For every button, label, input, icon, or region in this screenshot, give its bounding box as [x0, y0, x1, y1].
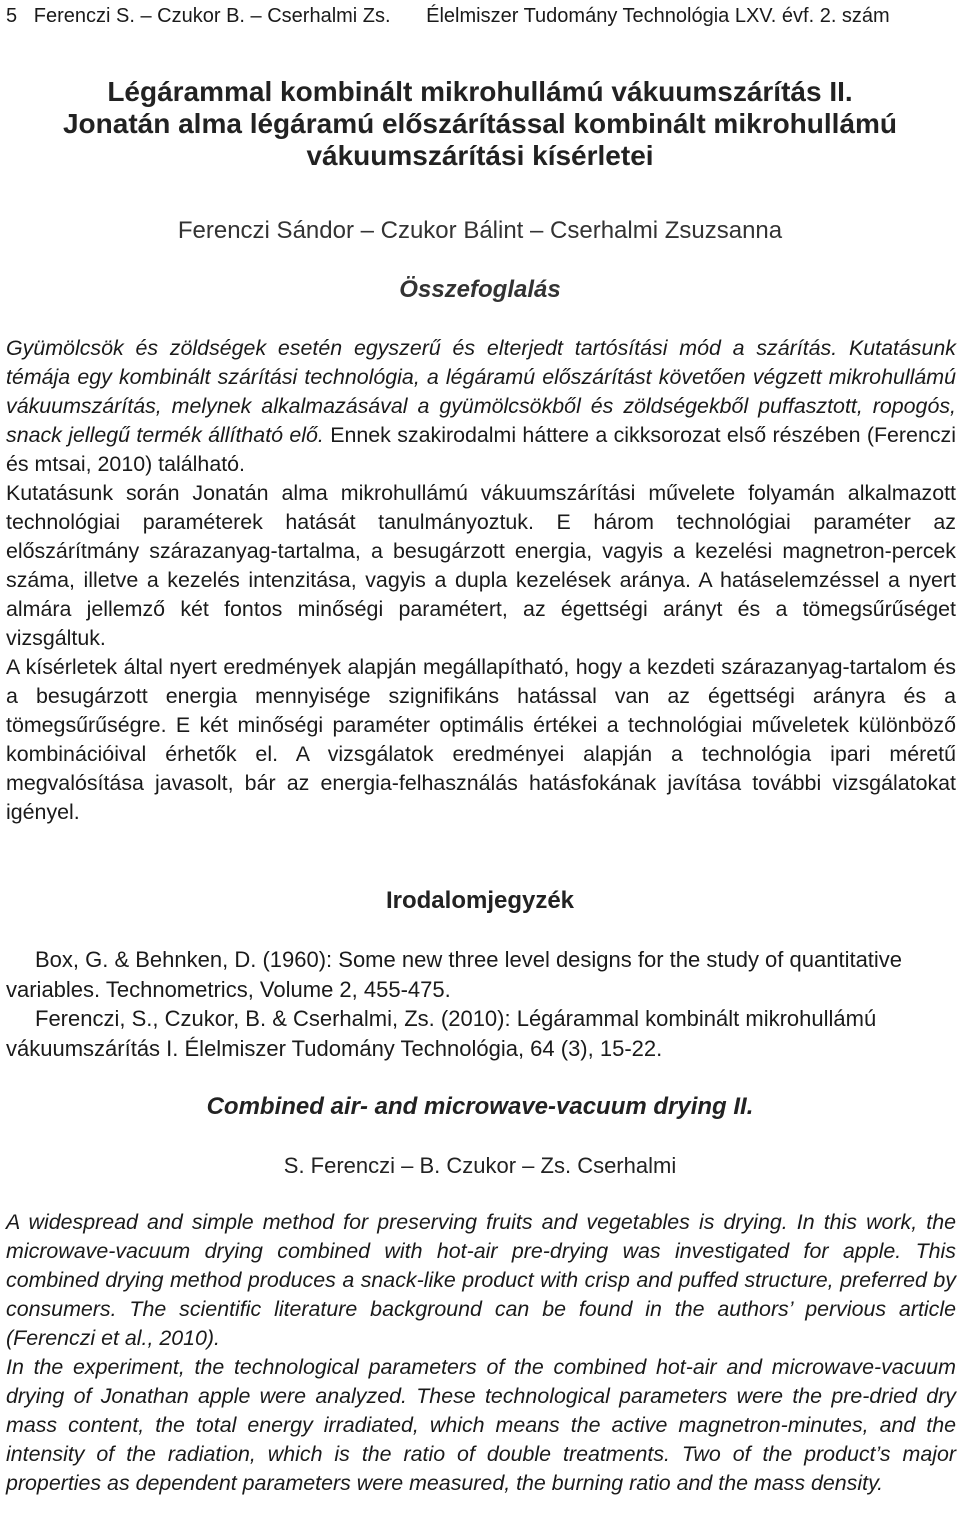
english-title: Combined air- and microwave-vacuum drying II.: [206, 1093, 754, 1120]
reference-item: [6, 1004, 956, 1063]
header-journal: Élelmiszer Tudomány Technológia LXV. évf. 2. szám: [426, 5, 890, 27]
reference-details: (1960): Some new three level designs for the study of quantitative variables. Technometrics, Volume 2, 455-475.: [6, 947, 903, 1002]
summary-paragraph-1-italic: Gyümölcsök és zöldségek esetén egyszerű és elterjedt tartósítási mód a szárítás. Kutatásunk témája egy kombinált szárítási technológia, a légáramú előszárítást követően végzett mikrohullámú vákuumszárítás, melynek alkalmazásával a gyümölcsökből és zöldségekből puffasztott, ropogós, snack jellegű termék állítható elő.: [6, 336, 956, 447]
running-header: [6, 3, 890, 29]
reference-details: (2010): Légárammal kombinált mikrohullámú vákuumszárítás I. Élelmiszer Tudomány Technológia, 64 (3), 15-22.: [6, 1006, 877, 1061]
english-paragraph-2: In the experiment, the technological parameters of the combined hot-air and microwave-vacuum drying of Jonathan apple were analyzed. These technological parameters were the pre-dried dry mass content, the total energy irradiated, which means the active magnetron-minutes, and the intensity of the radiation, which is the ratio of double treatments. Two of the product’s major properties as dependent parameters were measured, the burning ratio and the mass density.: [6, 1355, 956, 1495]
summary-paragraph-2: Kutatásunk során Jonatán alma mikrohullámú vákuumszárítási művelete folyamán alkalmazott technológiai paraméterek hatását tanulmányoztuk. E három technológiai paraméter az előszárítmány szárazanyag-tartalma, a besugárzott energia, vagyis a kezelési magnetron-percek száma, illetve a kezelés intenzitása, vagyis a dupla kezelések aránya. A hatáselemzéssel a nyert almára jellemző két fontos minőségi paramétert, az égettségi arányt és a tömegsűrűséget vizsgáltuk.: [6, 481, 956, 650]
references-list: [6, 945, 956, 1063]
english-abstract: [6, 1208, 956, 1498]
reference-authors: Ferenczi, S., Czukor, B. & Cserhalmi, Zs.: [35, 1006, 435, 1031]
article-authors: Ferenczi Sándor – Czukor Bálint – Cserhalmi Zsuzsanna: [177, 217, 783, 244]
references-heading: Irodalomjegyzék: [385, 887, 575, 914]
summary-paragraph-1: [6, 334, 956, 479]
english-paragraph-1: A widespread and simple method for preserving fruits and vegetables is drying. In this work, the microwave-vacuum drying combined with hot-air pre-drying was investigated for apple. This combined drying method produces a snack-like product with crisp and puffed structure, preferred by consumers. The scientific literature background can be found in the authors’ pervious article (Ferenczi et al., 2010).: [6, 1210, 956, 1350]
summary-body: [6, 334, 956, 827]
title-line-2: Jonatán alma légáramú előszárítással kombinált mikrohullámú: [62, 108, 898, 139]
article-title: [0, 76, 960, 172]
summary-paragraph-3: A kísérletek által nyert eredmények alapján megállapítható, hogy a kezdeti szárazanyag-tartalom és a besugárzott energia mennyisége szignifikáns hatással van az égettségi arányra és a tömegsűrűségre. E két minőségi paraméter optimális értékei a technológiai műveletek különböző kombinációival érhetők el. A vizsgálatok eredményei alapján a technológia ipari méretű megvalósítása javasolt, bár az energia-felhasználás hatásfokának javítása további vizsgálatokat igényel.: [6, 655, 956, 824]
reference-authors: Box, G. & Behnken, D.: [35, 947, 257, 972]
summary-paragraph-1-normal: Ennek szakirodalmi háttere a cikksorozat első részében (Ferenczi és mtsai, 2010) található.: [6, 423, 956, 476]
english-authors: S. Ferenczi – B. Czukor – Zs. Cserhalmi: [283, 1153, 677, 1178]
reference-item: [6, 945, 956, 1004]
header-authors: Ferenczi S. – Czukor B. – Cserhalmi Zs.: [33, 5, 391, 27]
page-number: 5: [6, 5, 18, 27]
summary-heading: Összefoglalás: [399, 276, 561, 303]
title-line-1: Légárammal kombinált mikrohullámú vákuumszárítás II.: [107, 76, 853, 107]
title-line-3: vákuumszárítási kísérletei: [306, 140, 654, 171]
